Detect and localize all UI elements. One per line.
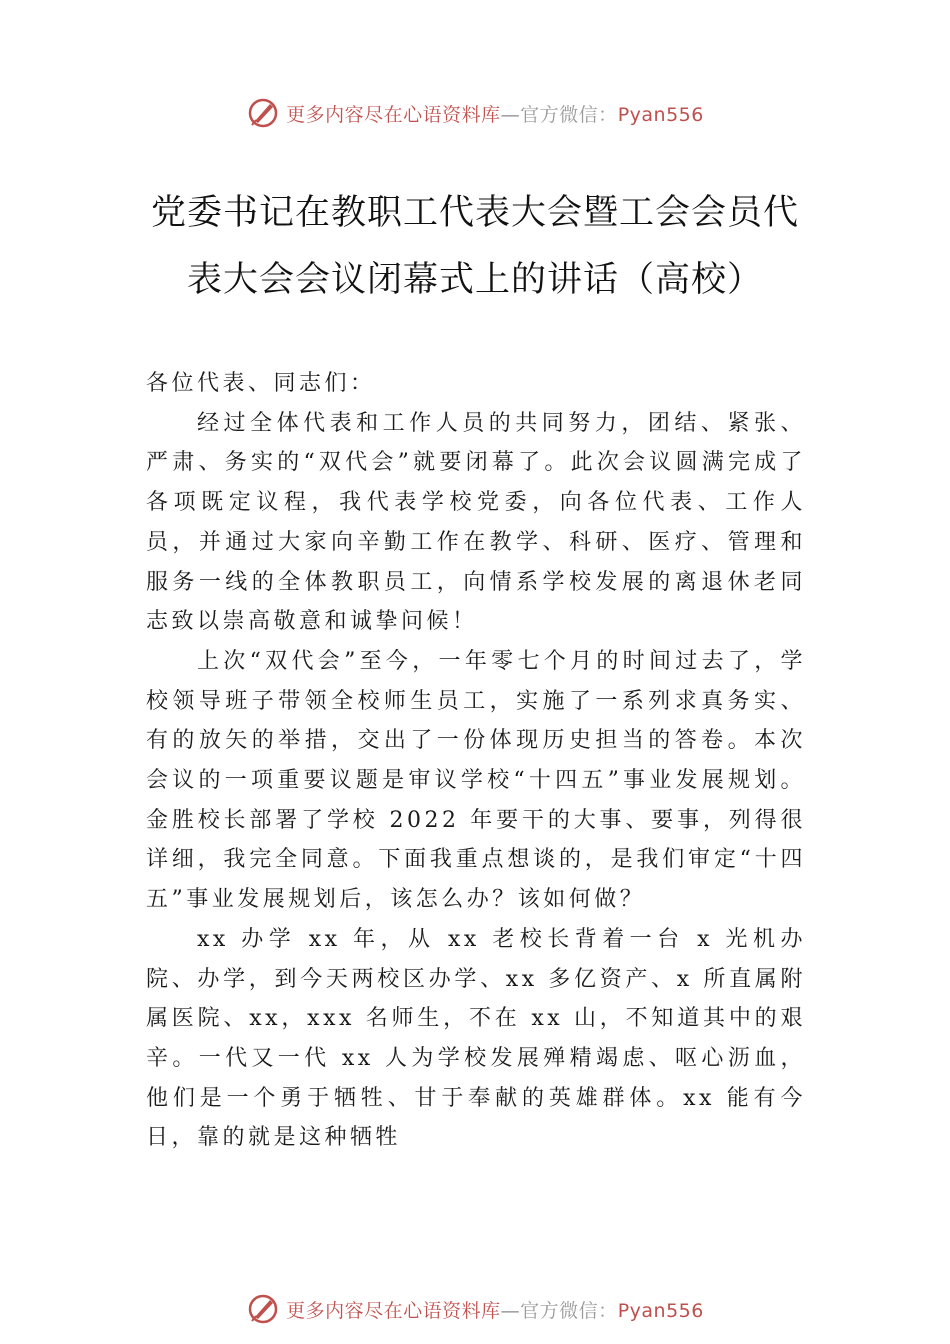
paragraph: xx 办学 xx 年，从 xx 老校长背着一台 x 光机办院、办学，到今天两校区办学、xx 多亿资产、x 所直属附属医院、xx，xxx 名师生，不在 xx 山，不知道其中的艰辛。一代又一代 xx 人为学校发展殚精竭虑、呕心沥血，他们是一个勇于牺牲、甘于奉献的英雄群体。xx 能有今日，靠的就是这种牺牲 [146,926,806,1151]
paragraph: 上次“双代会”至今，一年零七个月的时间过去了，学校领导班子带领全校师生员工，实施了一系列求真务实、有的放矢的举措，交出了一份体现历史担当的答卷。本次会议的一项重要议题是审议学校“十四五”事业发展规划。金胜校长部署了学校 2022 年要干的大事、要事，列得很详细，我完全同意。下面我重点想谈的，是我们审定“十四五”事业发展规划后，该怎么办？该如何做？ [146,648,806,913]
banner-text: 更多内容尽在心语资料库—官方微信：Pyan556 [286,103,704,126]
paragraph: 经过全体代表和工作人员的共同努力，团结、紧张、严肃、务实的“双代会”就要闭幕了。此次会议圆满完成了各项既定议程，我代表学校党委，向各位代表、工作人员，并通过大家向辛勤工作在教学、科研、医疗、管理和服务一线的全体教职员工，向情系学校发展的离退休老同志致以崇高敬意和诚挚问候！ [146,410,806,635]
title-line-1: 党委书记在教职工代表大会暨工会会员代 [150,193,799,233]
document-body [146,364,806,1158]
footer-banner [0,1289,950,1329]
feather-pen-logo-icon [246,1292,280,1326]
header-banner [0,93,950,133]
wechat-account: Pyan556 [617,1299,704,1322]
salutation: 各位代表、同志们： [146,371,376,396]
feather-pen-logo-icon [246,96,280,130]
banner-text: 更多内容尽在心语资料库—官方微信：Pyan556 [286,1299,704,1322]
title-line-2: 表大会会议闭幕式上的讲话（高校） [186,260,763,300]
wechat-account: Pyan556 [617,103,704,126]
document-title [140,180,810,314]
